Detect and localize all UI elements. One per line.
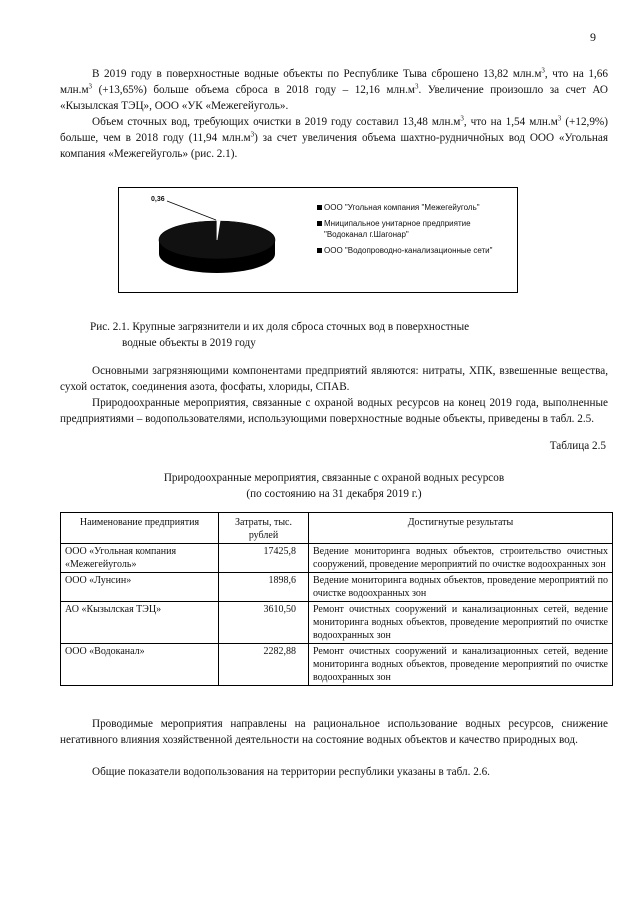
- chart-legend: [317, 202, 513, 261]
- legend-swatch: [317, 248, 322, 253]
- figure-caption: Рис. 2.1. Крупные загрязнители и их доля сброса сточных вод в поверхностные водные объекты в 2019 году: [90, 321, 470, 349]
- legend-item-mezhegeyugol: ООО "Угольная компания "Межегейуголь": [317, 202, 513, 213]
- header-costs: Затраты, тыс. рублей: [219, 513, 309, 544]
- paragraph-discharge-volume: В 2019 году в поверхностные водные объекты по Республике Тыва сброшено 13,82 $млн.м^3$, что на 1,66 $млн.м^3$ (+13,65%) больше объема сброса в 2018 году – 12,16 $млн.м^3$. Увеличение произошло за счет АО «Кызылская ТЭЦ», ООО «УК «Межегейуголь».: [60, 66, 608, 112]
- header-enterprise: Наименование предприятия: [61, 513, 219, 544]
- legend-item-vodokanal-shagonar: Мниципальное унитарное предприятие "Водоканал г.Шагонар": [317, 218, 513, 240]
- table-label: Таблица 2.5: [549, 440, 606, 452]
- table-header-row: [61, 513, 613, 544]
- paragraph-pollutants: Основными загрязняющими компонентами предприятий являются: нитраты, ХПК, взвешенные вещества, сухой остаток, соединения азота, фосфаты, хлориды, СПАВ.: [60, 365, 608, 393]
- table-row: АО «Кызылская ТЭЦ» 3610,50 Ремонт очистных сооружений и канализационных сетей, ведение мониторинга водных объектов, проведение мероприятий по очистке водоохранных зон: [61, 602, 613, 644]
- table-row: ООО «Водоканал» 2282,88 Ремонт очистных сооружений и канализационных сетей, ведение мониторинга водных объектов, проведение мероприятий по очистке водоохранных зон: [61, 644, 613, 686]
- header-results: Достигнутые результаты: [309, 513, 613, 544]
- pie-label-leader: [167, 201, 216, 220]
- page-number: 9: [590, 30, 596, 44]
- table-title: Природоохранные мероприятия, связанные с охраной водных ресурсов (по состоянию на 31 декабря 2019 г.): [163, 472, 505, 500]
- paragraph-purpose: Проводимые мероприятия направлены на рациональное использование водных ресурсов, снижение негативного влияния хозяйственной деятельности на состояние водных объектов и качество природных вод.: [60, 718, 608, 746]
- table-row: ООО «Угольная компания «Межегейуголь» 17425,8 Ведение мониторинга водных объектов, строительство очистных сооружений, проведение мероприятий по очистке водоохранных зон: [61, 544, 613, 573]
- legend-swatch: [317, 205, 322, 210]
- measures-table: [60, 512, 613, 686]
- table-row: ООО «Лунсин» 1898,6 Ведение мониторинга водных объектов, проведение мероприятий по очистке водоохранных зон: [61, 573, 613, 602]
- pie-chart-figure: [118, 187, 518, 293]
- paragraph-indicators: Общие показатели водопользования на территории республики указаны в табл. 2.6.: [92, 766, 490, 778]
- legend-swatch: [317, 221, 322, 226]
- pie-data-label: 0,36: [151, 196, 165, 203]
- legend-item-vodoprovodno-kanal: ООО "Водопроводно-канализационные сети": [317, 245, 513, 256]
- paragraph-wastewater-volume: Объем сточных вод, требующих очистки в 2019 году составил 13,48 $млн.м^3$, что на 1,54 $млн.м^3$ (+12,9%) больше, чем в 2018 году (11,94 $млн.м^3$) за счет увеличения объема шахтно-руднично̆ных вод ООО «Угольная компания «Межегейуголь» (рис. 2.1).: [60, 114, 608, 160]
- paragraph-measures: Природоохранные мероприятия, связанные с охраной водных ресурсов на конец 2019 года, выполненные предприятиями – водопользователями, использующими поверхностные водные объекты, приведены в табл. 2.5.: [60, 397, 608, 425]
